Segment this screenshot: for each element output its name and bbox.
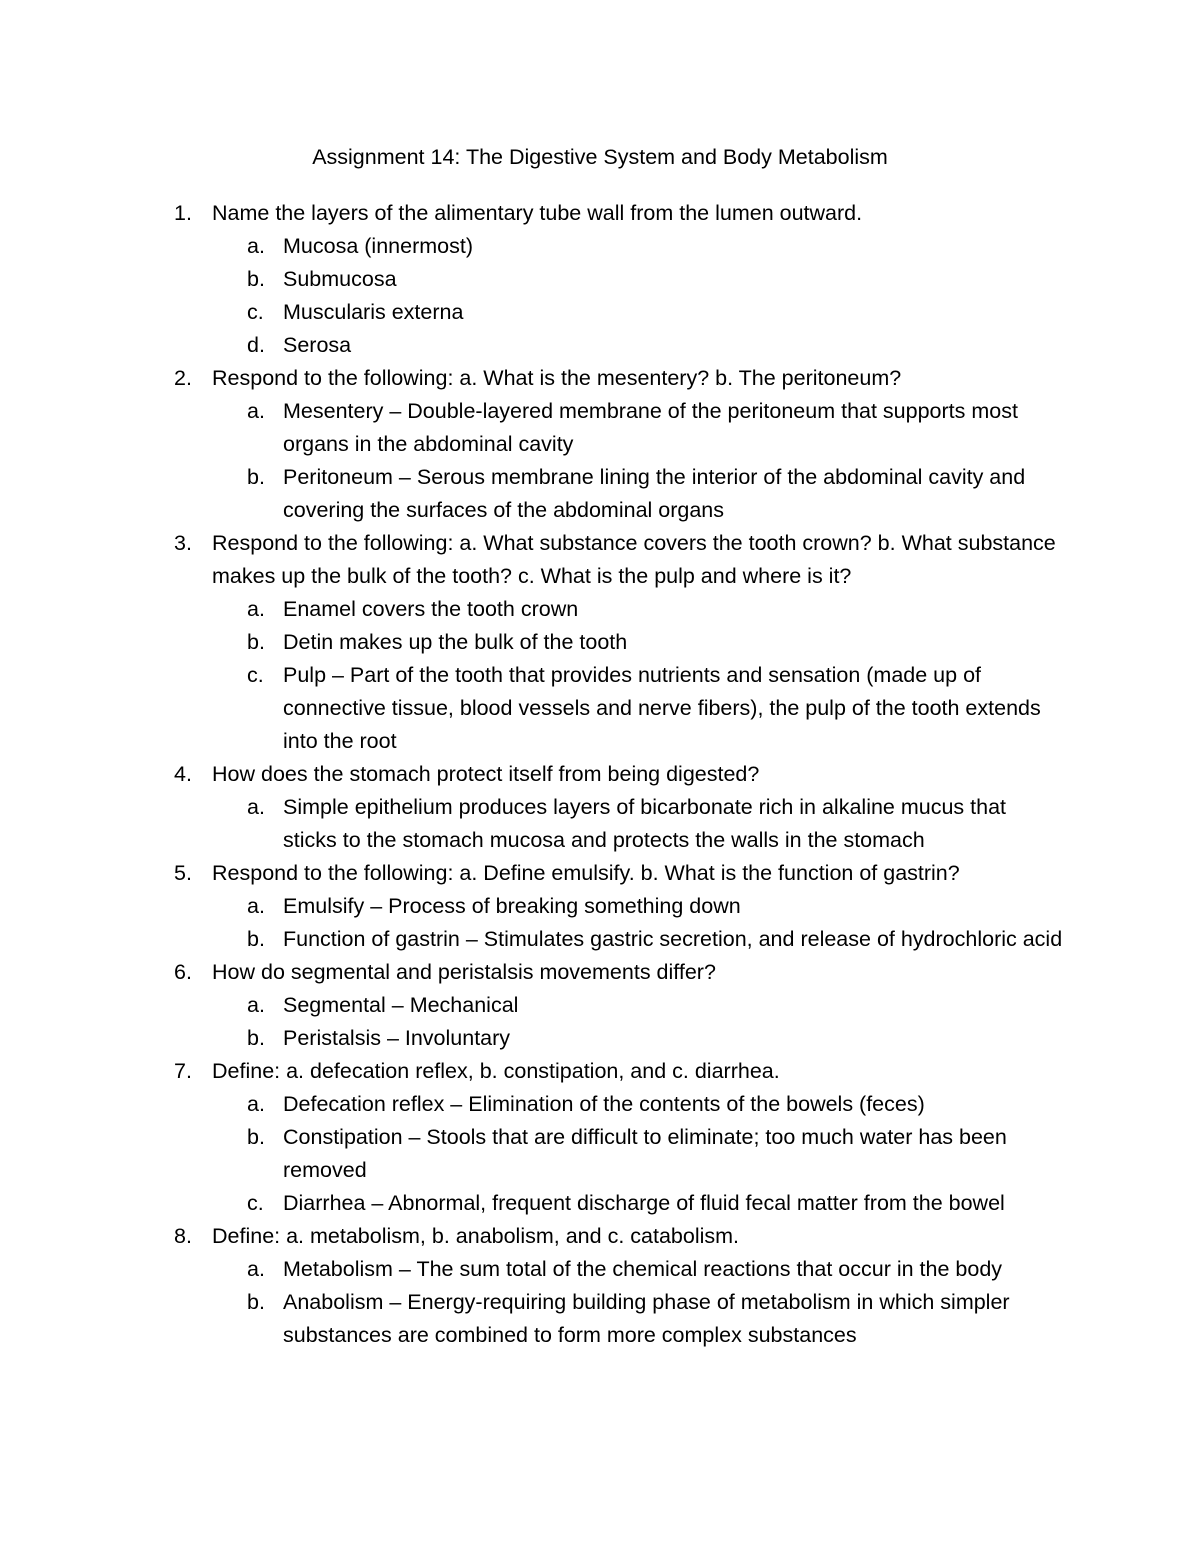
answer-text: organs in the abdominal cavity — [283, 432, 574, 456]
answer-letter: b. — [247, 630, 265, 654]
answer-text: Segmental – Mechanical — [283, 993, 519, 1017]
answer-letter: a. — [247, 597, 265, 621]
answer-item — [0, 1088, 1200, 1121]
answer-letter: a. — [247, 993, 265, 1017]
question-line — [0, 197, 1200, 230]
question-item — [0, 362, 1200, 527]
answer-line — [0, 395, 1200, 428]
question-number: 4. — [174, 762, 192, 786]
answer-letter: b. — [247, 267, 265, 291]
answer-item — [0, 1286, 1200, 1352]
question-number: 1. — [174, 201, 192, 225]
answer-line — [0, 626, 1200, 659]
answer-text: Muscularis externa — [283, 300, 464, 324]
answer-item — [0, 263, 1200, 296]
question-item — [0, 197, 1200, 362]
document-title: Assignment 14: The Digestive System and Body Metabolism — [312, 145, 888, 169]
answer-text: Mesentery – Double-layered membrane of the peritoneum that supports most — [283, 399, 1018, 423]
answer-text: Constipation – Stools that are difficult to eliminate; too much water has been — [283, 1125, 1007, 1149]
answer-line — [0, 791, 1200, 824]
answer-text: Peritoneum – Serous membrane lining the interior of the abdominal cavity and — [283, 465, 1026, 489]
answer-line — [0, 1154, 1200, 1187]
answer-line — [0, 692, 1200, 725]
answer-text: connective tissue, blood vessels and nerve fibers), the pulp of the tooth extends — [283, 696, 1041, 720]
question-text: Respond to the following: a. What is the mesentery? b. The peritoneum? — [212, 366, 902, 390]
answer-item — [0, 989, 1200, 1022]
question-list — [0, 197, 1200, 1352]
answer-item — [0, 1187, 1200, 1220]
answer-letter: b. — [247, 1125, 265, 1149]
answer-letter: c. — [247, 1191, 264, 1215]
question-text: How do segmental and peristalsis movements differ? — [212, 960, 716, 984]
answer-text: Simple epithelium produces layers of bicarbonate rich in alkaline mucus that — [283, 795, 1007, 819]
question-item — [0, 758, 1200, 857]
answer-item — [0, 923, 1200, 956]
question-text: Respond to the following: a. Define emulsify. b. What is the function of gastrin? — [212, 861, 960, 885]
answer-line — [0, 923, 1200, 956]
answer-line — [0, 329, 1200, 362]
answer-item — [0, 329, 1200, 362]
answer-text: Peristalsis – Involuntary — [283, 1026, 511, 1050]
answer-text: Detin makes up the bulk of the tooth — [283, 630, 628, 654]
answer-item — [0, 890, 1200, 923]
answer-letter: c. — [247, 663, 264, 687]
question-line — [0, 758, 1200, 791]
answer-letter: b. — [247, 465, 265, 489]
answer-item — [0, 230, 1200, 263]
answer-letter: a. — [247, 1092, 265, 1116]
answer-text: Function of gastrin – Stimulates gastric secretion, and release of hydrochloric acid — [283, 927, 1063, 951]
answer-letter: d. — [247, 333, 265, 357]
answer-text: Metabolism – The sum total of the chemical reactions that occur in the body — [283, 1257, 1003, 1281]
answer-line — [0, 824, 1200, 857]
answer-text: sticks to the stomach mucosa and protects the walls in the stomach — [283, 828, 925, 852]
answer-line — [0, 263, 1200, 296]
question-item — [0, 956, 1200, 1055]
question-line — [0, 1055, 1200, 1088]
answer-line — [0, 1088, 1200, 1121]
answer-letter: b. — [247, 1290, 265, 1314]
answer-text: into the root — [283, 729, 397, 753]
answer-line — [0, 1022, 1200, 1055]
answer-text: Serosa — [283, 333, 352, 357]
question-text: makes up the bulk of the tooth? c. What is the pulp and where is it? — [212, 564, 852, 588]
answer-text: covering the surfaces of the abdominal organs — [283, 498, 725, 522]
question-line — [0, 362, 1200, 395]
question-item — [0, 527, 1200, 758]
answer-item — [0, 593, 1200, 626]
answer-line — [0, 1319, 1200, 1352]
answer-line — [0, 1253, 1200, 1286]
question-text: How does the stomach protect itself from being digested? — [212, 762, 760, 786]
answer-line — [0, 989, 1200, 1022]
question-number: 5. — [174, 861, 192, 885]
answer-item — [0, 1253, 1200, 1286]
answer-line — [0, 1187, 1200, 1220]
question-number: 8. — [174, 1224, 192, 1248]
question-line — [0, 956, 1200, 989]
answer-line — [0, 890, 1200, 923]
question-item — [0, 1055, 1200, 1220]
question-number: 7. — [174, 1059, 192, 1083]
answer-letter: b. — [247, 1026, 265, 1050]
question-line — [0, 527, 1200, 560]
answer-letter: c. — [247, 300, 264, 324]
answer-item — [0, 1022, 1200, 1055]
answer-text: Submucosa — [283, 267, 397, 291]
question-line — [0, 1220, 1200, 1253]
answer-item — [0, 791, 1200, 857]
answer-letter: a. — [247, 894, 265, 918]
question-text: Respond to the following: a. What substance covers the tooth crown? b. What substance — [212, 531, 1056, 555]
question-number: 2. — [174, 366, 192, 390]
question-text: Define: a. defecation reflex, b. constipation, and c. diarrhea. — [212, 1059, 780, 1083]
question-text: Name the layers of the alimentary tube wall from the lumen outward. — [212, 201, 863, 225]
answer-item — [0, 395, 1200, 461]
answer-text: Emulsify – Process of breaking something down — [283, 894, 741, 918]
answer-item — [0, 626, 1200, 659]
question-item — [0, 857, 1200, 956]
answer-line — [0, 593, 1200, 626]
answer-line — [0, 1121, 1200, 1154]
answer-text: Defecation reflex – Elimination of the contents of the bowels (feces) — [283, 1092, 925, 1116]
answer-letter: a. — [247, 1257, 265, 1281]
answer-text: Anabolism – Energy-requiring building phase of metabolism in which simpler — [283, 1290, 1010, 1314]
answer-item — [0, 1121, 1200, 1187]
answer-text: substances are combined to form more complex substances — [283, 1323, 857, 1347]
answer-line — [0, 428, 1200, 461]
answer-line — [0, 725, 1200, 758]
answer-line — [0, 461, 1200, 494]
answer-item — [0, 659, 1200, 758]
question-number: 6. — [174, 960, 192, 984]
question-line — [0, 560, 1200, 593]
answer-letter: a. — [247, 795, 265, 819]
answer-text: Diarrhea – Abnormal, frequent discharge of fluid fecal matter from the bowel — [283, 1191, 1005, 1215]
question-text: Define: a. metabolism, b. anabolism, and c. catabolism. — [212, 1224, 740, 1248]
question-item — [0, 1220, 1200, 1352]
answer-letter: b. — [247, 927, 265, 951]
answer-text: Pulp – Part of the tooth that provides nutrients and sensation (made up of — [283, 663, 981, 687]
answer-letter: a. — [247, 399, 265, 423]
answer-item — [0, 296, 1200, 329]
answer-text: removed — [283, 1158, 367, 1182]
question-line — [0, 857, 1200, 890]
question-number: 3. — [174, 531, 192, 555]
answer-line — [0, 659, 1200, 692]
answer-line — [0, 1286, 1200, 1319]
answer-letter: a. — [247, 234, 265, 258]
answer-line — [0, 230, 1200, 263]
answer-text: Enamel covers the tooth crown — [283, 597, 579, 621]
answer-line — [0, 494, 1200, 527]
answer-text: Mucosa (innermost) — [283, 234, 473, 258]
answer-item — [0, 461, 1200, 527]
answer-line — [0, 296, 1200, 329]
